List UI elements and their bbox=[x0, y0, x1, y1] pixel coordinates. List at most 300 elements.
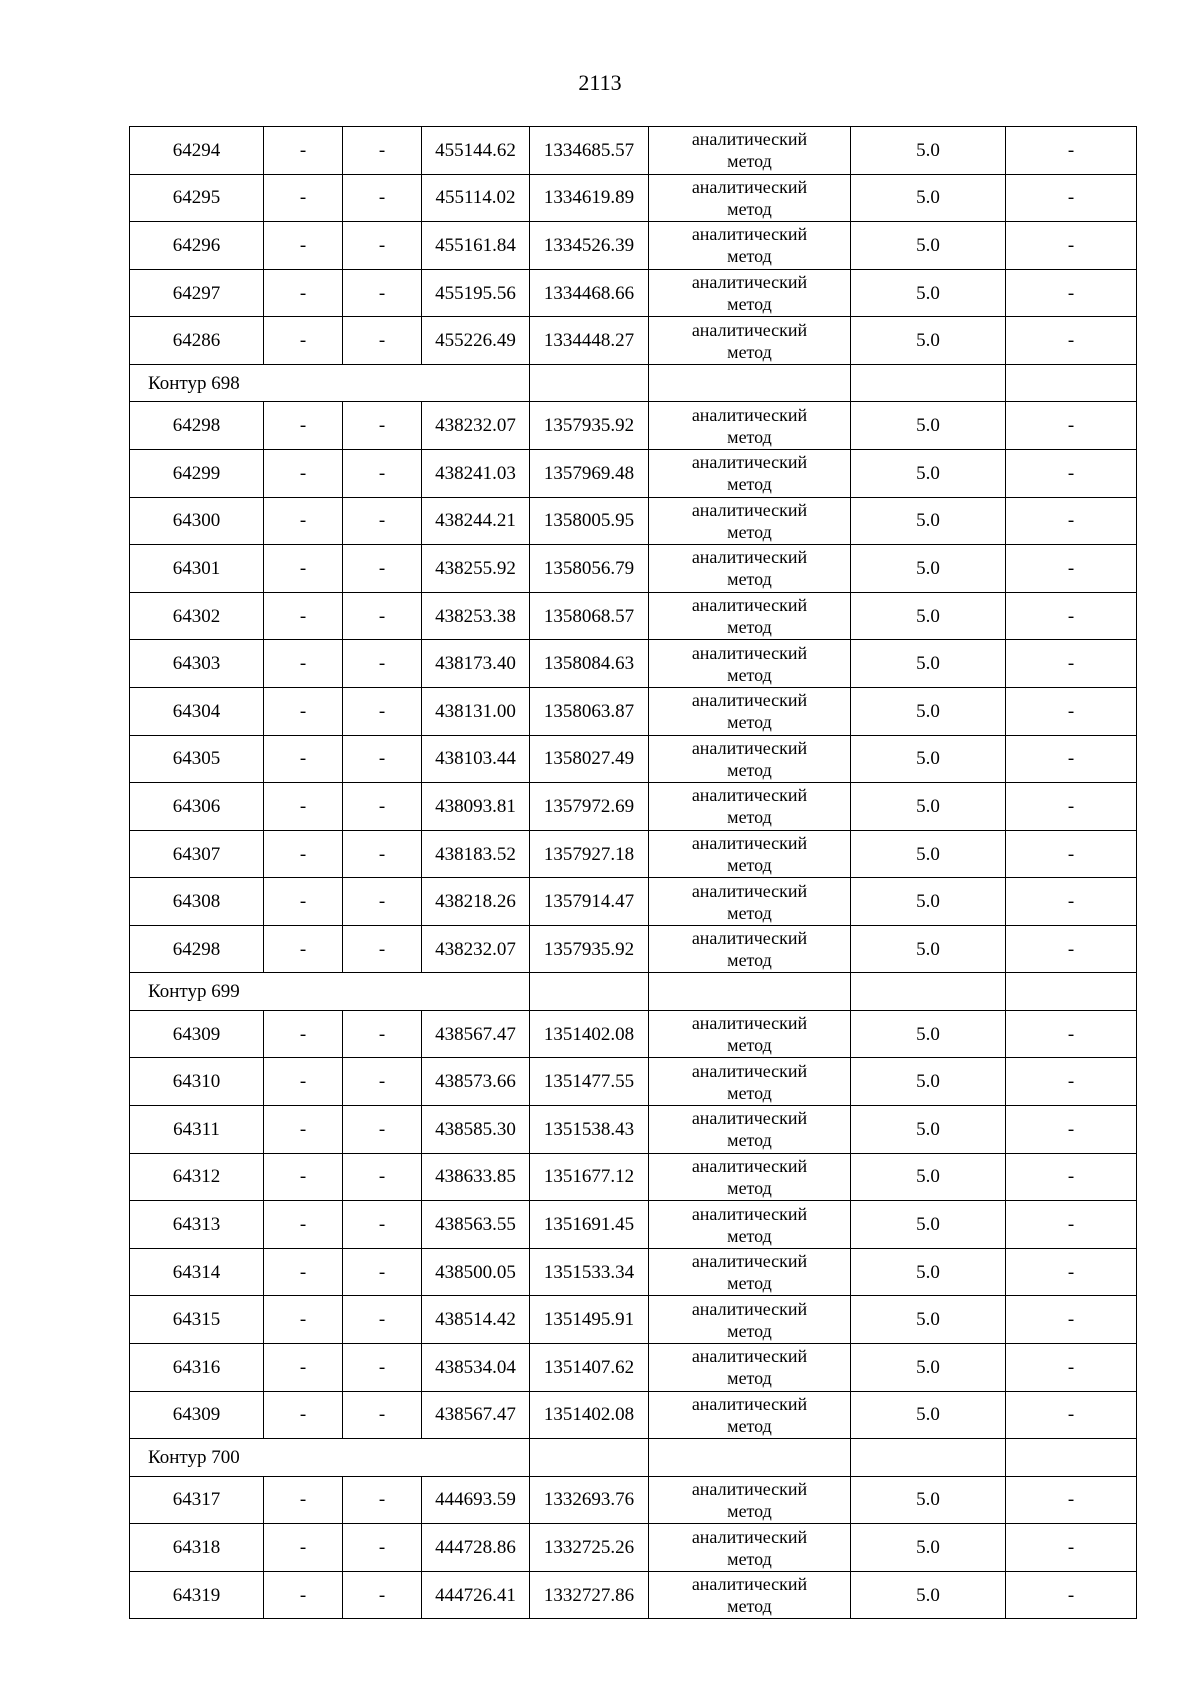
table-row bbox=[130, 1201, 1137, 1249]
empty-cell bbox=[649, 973, 851, 1010]
dash-cell: - bbox=[1006, 1201, 1137, 1249]
method-line-2: метод bbox=[727, 151, 772, 172]
method-line-2: метод bbox=[727, 617, 772, 638]
y-coordinate-cell: 1351402.08 bbox=[530, 1010, 649, 1058]
y-coordinate-cell: 1357972.69 bbox=[530, 783, 649, 831]
method-text bbox=[692, 546, 807, 590]
x-coordinate-cell: 455226.49 bbox=[422, 317, 530, 365]
method-cell bbox=[649, 269, 851, 317]
dash-cell: - bbox=[264, 402, 343, 450]
accuracy-cell: 5.0 bbox=[851, 735, 1006, 783]
accuracy-cell: 5.0 bbox=[851, 402, 1006, 450]
point-number-cell: 64299 bbox=[130, 449, 264, 497]
table-row bbox=[130, 402, 1137, 450]
table-row bbox=[130, 1106, 1137, 1154]
method-line-1: аналитический bbox=[691, 1346, 808, 1367]
point-number-cell: 64305 bbox=[130, 735, 264, 783]
point-number-cell: 64297 bbox=[130, 269, 264, 317]
dash-cell: - bbox=[343, 269, 422, 317]
method-text bbox=[692, 1012, 807, 1056]
point-number-cell: 64296 bbox=[130, 222, 264, 270]
dash-cell: - bbox=[264, 925, 343, 973]
x-coordinate-cell: 438093.81 bbox=[422, 783, 530, 831]
method-cell bbox=[649, 222, 851, 270]
empty-cell bbox=[851, 364, 1006, 401]
accuracy-cell: 5.0 bbox=[851, 830, 1006, 878]
table-row bbox=[130, 735, 1137, 783]
x-coordinate-cell: 438567.47 bbox=[422, 1391, 530, 1439]
table-row bbox=[130, 1248, 1137, 1296]
point-number-cell: 64309 bbox=[130, 1391, 264, 1439]
dash-cell: - bbox=[264, 783, 343, 831]
point-number-cell: 64311 bbox=[130, 1106, 264, 1154]
contour-header-row bbox=[130, 973, 1137, 1010]
empty-cell bbox=[1006, 364, 1137, 401]
accuracy-cell: 5.0 bbox=[851, 545, 1006, 593]
dash-cell: - bbox=[343, 830, 422, 878]
empty-cell bbox=[649, 1439, 851, 1476]
accuracy-cell: 5.0 bbox=[851, 1524, 1006, 1572]
accuracy-cell: 5.0 bbox=[851, 1153, 1006, 1201]
table-row bbox=[130, 1524, 1137, 1572]
table-row bbox=[130, 1153, 1137, 1201]
accuracy-cell: 5.0 bbox=[851, 1010, 1006, 1058]
dash-cell: - bbox=[1006, 1524, 1137, 1572]
method-text bbox=[692, 880, 807, 924]
method-text bbox=[692, 271, 807, 315]
x-coordinate-cell: 438241.03 bbox=[422, 449, 530, 497]
method-line-1: аналитический bbox=[691, 737, 808, 758]
contour-label: Контур 698 bbox=[130, 364, 422, 401]
method-text bbox=[692, 404, 807, 448]
method-cell bbox=[649, 1344, 851, 1392]
method-line-2: метод bbox=[727, 1415, 772, 1436]
method-line-2: метод bbox=[727, 950, 772, 971]
point-number-cell: 64310 bbox=[130, 1058, 264, 1106]
method-line-1: аналитический bbox=[691, 404, 808, 425]
accuracy-cell: 5.0 bbox=[851, 1571, 1006, 1619]
method-cell bbox=[649, 735, 851, 783]
dash-cell: - bbox=[1006, 222, 1137, 270]
table-row bbox=[130, 317, 1137, 365]
dash-cell: - bbox=[264, 735, 343, 783]
method-text bbox=[692, 927, 807, 971]
point-number-cell: 64303 bbox=[130, 640, 264, 688]
empty-cell bbox=[1006, 1439, 1137, 1476]
method-text bbox=[692, 642, 807, 686]
point-number-cell: 64317 bbox=[130, 1476, 264, 1524]
method-text bbox=[692, 832, 807, 876]
x-coordinate-cell: 455114.02 bbox=[422, 174, 530, 222]
method-text bbox=[692, 1393, 807, 1437]
empty-cell bbox=[422, 1439, 530, 1476]
y-coordinate-cell: 1351533.34 bbox=[530, 1248, 649, 1296]
method-cell bbox=[649, 545, 851, 593]
method-text bbox=[692, 1298, 807, 1342]
y-coordinate-cell: 1334468.66 bbox=[530, 269, 649, 317]
dash-cell: - bbox=[1006, 640, 1137, 688]
empty-cell bbox=[422, 364, 530, 401]
accuracy-cell: 5.0 bbox=[851, 687, 1006, 735]
dash-cell: - bbox=[1006, 830, 1137, 878]
table-row bbox=[130, 449, 1137, 497]
table-row bbox=[130, 640, 1137, 688]
y-coordinate-cell: 1358084.63 bbox=[530, 640, 649, 688]
dash-cell: - bbox=[343, 1106, 422, 1154]
y-coordinate-cell: 1334448.27 bbox=[530, 317, 649, 365]
dash-cell: - bbox=[264, 1524, 343, 1572]
method-cell bbox=[649, 1476, 851, 1524]
table-row bbox=[130, 783, 1137, 831]
y-coordinate-cell: 1351495.91 bbox=[530, 1296, 649, 1344]
method-line-2: метод bbox=[727, 1035, 772, 1056]
table-row bbox=[130, 545, 1137, 593]
x-coordinate-cell: 438232.07 bbox=[422, 402, 530, 450]
dash-cell: - bbox=[1006, 687, 1137, 735]
table-row bbox=[130, 592, 1137, 640]
method-line-2: метод bbox=[727, 1368, 772, 1389]
y-coordinate-cell: 1334526.39 bbox=[530, 222, 649, 270]
dash-cell: - bbox=[343, 127, 422, 175]
dash-cell: - bbox=[343, 1058, 422, 1106]
dash-cell: - bbox=[343, 1248, 422, 1296]
table-row bbox=[130, 127, 1137, 175]
method-line-1: аналитический bbox=[691, 690, 808, 711]
method-text bbox=[692, 784, 807, 828]
table-row bbox=[130, 687, 1137, 735]
method-cell bbox=[649, 1391, 851, 1439]
x-coordinate-cell: 444693.59 bbox=[422, 1476, 530, 1524]
dash-cell: - bbox=[343, 1296, 422, 1344]
accuracy-cell: 5.0 bbox=[851, 640, 1006, 688]
dash-cell: - bbox=[343, 878, 422, 926]
point-number-cell: 64301 bbox=[130, 545, 264, 593]
dash-cell: - bbox=[1006, 545, 1137, 593]
x-coordinate-cell: 455144.62 bbox=[422, 127, 530, 175]
empty-cell bbox=[530, 1439, 649, 1476]
dash-cell: - bbox=[264, 1106, 343, 1154]
dash-cell: - bbox=[1006, 449, 1137, 497]
method-line-1: аналитический bbox=[691, 785, 808, 806]
method-cell bbox=[649, 497, 851, 545]
table-row bbox=[130, 269, 1137, 317]
x-coordinate-cell: 438500.05 bbox=[422, 1248, 530, 1296]
accuracy-cell: 5.0 bbox=[851, 1058, 1006, 1106]
dash-cell: - bbox=[343, 687, 422, 735]
x-coordinate-cell: 455161.84 bbox=[422, 222, 530, 270]
empty-cell bbox=[851, 973, 1006, 1010]
dash-cell: - bbox=[264, 317, 343, 365]
method-line-1: аналитический bbox=[691, 129, 808, 150]
x-coordinate-cell: 438131.00 bbox=[422, 687, 530, 735]
method-text bbox=[692, 594, 807, 638]
dash-cell: - bbox=[343, 449, 422, 497]
dash-cell: - bbox=[343, 1153, 422, 1201]
x-coordinate-cell: 438563.55 bbox=[422, 1201, 530, 1249]
dash-cell: - bbox=[343, 592, 422, 640]
method-cell bbox=[649, 1296, 851, 1344]
dash-cell: - bbox=[264, 1391, 343, 1439]
dash-cell: - bbox=[264, 1153, 343, 1201]
accuracy-cell: 5.0 bbox=[851, 1344, 1006, 1392]
y-coordinate-cell: 1351407.62 bbox=[530, 1344, 649, 1392]
point-number-cell: 64294 bbox=[130, 127, 264, 175]
dash-cell: - bbox=[264, 1201, 343, 1249]
dash-cell: - bbox=[343, 545, 422, 593]
method-line-2: метод bbox=[727, 712, 772, 733]
table-body bbox=[130, 127, 1137, 1619]
accuracy-cell: 5.0 bbox=[851, 1476, 1006, 1524]
accuracy-cell: 5.0 bbox=[851, 174, 1006, 222]
method-line-2: метод bbox=[727, 1225, 772, 1246]
dash-cell: - bbox=[1006, 1153, 1137, 1201]
method-line-2: метод bbox=[727, 341, 772, 362]
x-coordinate-cell: 455195.56 bbox=[422, 269, 530, 317]
dash-cell: - bbox=[1006, 497, 1137, 545]
dash-cell: - bbox=[1006, 269, 1137, 317]
coordinates-table bbox=[129, 126, 1137, 1619]
x-coordinate-cell: 438633.85 bbox=[422, 1153, 530, 1201]
method-cell bbox=[649, 687, 851, 735]
dash-cell: - bbox=[343, 1010, 422, 1058]
method-cell bbox=[649, 1010, 851, 1058]
point-number-cell: 64316 bbox=[130, 1344, 264, 1392]
dash-cell: - bbox=[264, 1476, 343, 1524]
method-line-2: метод bbox=[727, 1273, 772, 1294]
method-line-1: аналитический bbox=[691, 319, 808, 340]
method-line-1: аналитический bbox=[691, 1393, 808, 1414]
method-line-2: метод bbox=[727, 1596, 772, 1617]
method-cell bbox=[649, 317, 851, 365]
contour-header-row bbox=[130, 1439, 1137, 1476]
dash-cell: - bbox=[1006, 1010, 1137, 1058]
method-line-2: метод bbox=[727, 664, 772, 685]
dash-cell: - bbox=[1006, 1344, 1137, 1392]
dash-cell: - bbox=[264, 830, 343, 878]
x-coordinate-cell: 438567.47 bbox=[422, 1010, 530, 1058]
method-line-1: аналитический bbox=[691, 1251, 808, 1272]
point-number-cell: 64286 bbox=[130, 317, 264, 365]
y-coordinate-cell: 1357969.48 bbox=[530, 449, 649, 497]
dash-cell: - bbox=[1006, 878, 1137, 926]
x-coordinate-cell: 438534.04 bbox=[422, 1344, 530, 1392]
dash-cell: - bbox=[1006, 127, 1137, 175]
point-number-cell: 64298 bbox=[130, 402, 264, 450]
method-cell bbox=[649, 1106, 851, 1154]
table-row bbox=[130, 1571, 1137, 1619]
method-text bbox=[692, 499, 807, 543]
x-coordinate-cell: 438244.21 bbox=[422, 497, 530, 545]
table-row bbox=[130, 1010, 1137, 1058]
method-line-1: аналитический bbox=[691, 1203, 808, 1224]
empty-cell bbox=[649, 364, 851, 401]
accuracy-cell: 5.0 bbox=[851, 1248, 1006, 1296]
y-coordinate-cell: 1351538.43 bbox=[530, 1106, 649, 1154]
method-cell bbox=[649, 830, 851, 878]
table-row bbox=[130, 1476, 1137, 1524]
y-coordinate-cell: 1351402.08 bbox=[530, 1391, 649, 1439]
method-line-2: метод bbox=[727, 521, 772, 542]
y-coordinate-cell: 1358068.57 bbox=[530, 592, 649, 640]
method-line-2: метод bbox=[727, 759, 772, 780]
dash-cell: - bbox=[343, 174, 422, 222]
method-text bbox=[692, 176, 807, 220]
x-coordinate-cell: 438255.92 bbox=[422, 545, 530, 593]
dash-cell: - bbox=[264, 592, 343, 640]
dash-cell: - bbox=[1006, 1571, 1137, 1619]
point-number-cell: 64306 bbox=[130, 783, 264, 831]
method-cell bbox=[649, 1248, 851, 1296]
accuracy-cell: 5.0 bbox=[851, 592, 1006, 640]
x-coordinate-cell: 444728.86 bbox=[422, 1524, 530, 1572]
dash-cell: - bbox=[1006, 1248, 1137, 1296]
table-row bbox=[130, 830, 1137, 878]
method-cell bbox=[649, 1524, 851, 1572]
method-line-1: аналитический bbox=[691, 833, 808, 853]
method-cell bbox=[649, 640, 851, 688]
dash-cell: - bbox=[1006, 735, 1137, 783]
y-coordinate-cell: 1332727.86 bbox=[530, 1571, 649, 1619]
method-line-1: аналитический bbox=[691, 1060, 808, 1081]
y-coordinate-cell: 1351677.12 bbox=[530, 1153, 649, 1201]
point-number-cell: 64309 bbox=[130, 1010, 264, 1058]
dash-cell: - bbox=[343, 1571, 422, 1619]
dash-cell: - bbox=[1006, 1476, 1137, 1524]
method-text bbox=[692, 223, 807, 267]
point-number-cell: 64295 bbox=[130, 174, 264, 222]
point-number-cell: 64312 bbox=[130, 1153, 264, 1201]
point-number-cell: 64302 bbox=[130, 592, 264, 640]
dash-cell: - bbox=[343, 1524, 422, 1572]
y-coordinate-cell: 1332725.26 bbox=[530, 1524, 649, 1572]
method-line-1: аналитический bbox=[691, 176, 808, 197]
point-number-cell: 64308 bbox=[130, 878, 264, 926]
method-text bbox=[692, 1060, 807, 1104]
method-line-2: метод bbox=[727, 294, 772, 315]
dash-cell: - bbox=[1006, 1058, 1137, 1106]
method-cell bbox=[649, 402, 851, 450]
dash-cell: - bbox=[264, 1010, 343, 1058]
method-text bbox=[692, 1250, 807, 1294]
y-coordinate-cell: 1332693.76 bbox=[530, 1476, 649, 1524]
point-number-cell: 64298 bbox=[130, 925, 264, 973]
contour-label: Контур 700 bbox=[130, 1439, 422, 1476]
y-coordinate-cell: 1357935.92 bbox=[530, 402, 649, 450]
point-number-cell: 64315 bbox=[130, 1296, 264, 1344]
point-number-cell: 64307 bbox=[130, 830, 264, 878]
dash-cell: - bbox=[343, 783, 422, 831]
page-number: 2113 bbox=[578, 70, 622, 95]
point-number-cell: 64318 bbox=[130, 1524, 264, 1572]
dash-cell: - bbox=[1006, 174, 1137, 222]
method-cell bbox=[649, 783, 851, 831]
table-row bbox=[130, 222, 1137, 270]
accuracy-cell: 5.0 bbox=[851, 925, 1006, 973]
dash-cell: - bbox=[264, 174, 343, 222]
method-line-2: метод bbox=[727, 1130, 772, 1151]
method-cell bbox=[649, 592, 851, 640]
accuracy-cell: 5.0 bbox=[851, 317, 1006, 365]
accuracy-cell: 5.0 bbox=[851, 269, 1006, 317]
point-number-cell: 64300 bbox=[130, 497, 264, 545]
y-coordinate-cell: 1334619.89 bbox=[530, 174, 649, 222]
accuracy-cell: 5.0 bbox=[851, 222, 1006, 270]
accuracy-cell: 5.0 bbox=[851, 1296, 1006, 1344]
dash-cell: - bbox=[1006, 592, 1137, 640]
accuracy-cell: 5.0 bbox=[851, 1201, 1006, 1249]
accuracy-cell: 5.0 bbox=[851, 127, 1006, 175]
method-line-1: аналитический bbox=[691, 1108, 808, 1129]
dash-cell: - bbox=[343, 402, 422, 450]
method-line-2: метод bbox=[727, 902, 772, 923]
table-row bbox=[130, 174, 1137, 222]
method-line-1: аналитический bbox=[691, 499, 808, 520]
dash-cell: - bbox=[1006, 1391, 1137, 1439]
method-line-2: метод bbox=[727, 1082, 772, 1103]
x-coordinate-cell: 438573.66 bbox=[422, 1058, 530, 1106]
method-line-1: аналитический bbox=[691, 1298, 808, 1319]
dash-cell: - bbox=[1006, 925, 1137, 973]
y-coordinate-cell: 1357927.18 bbox=[530, 830, 649, 878]
y-coordinate-cell: 1358063.87 bbox=[530, 687, 649, 735]
method-text bbox=[692, 737, 807, 781]
method-text bbox=[692, 1203, 807, 1247]
method-line-2: метод bbox=[727, 474, 772, 495]
x-coordinate-cell: 444726.41 bbox=[422, 1571, 530, 1619]
dash-cell: - bbox=[1006, 783, 1137, 831]
method-cell bbox=[649, 878, 851, 926]
x-coordinate-cell: 438514.42 bbox=[422, 1296, 530, 1344]
method-text bbox=[692, 1478, 807, 1522]
method-text bbox=[692, 1155, 807, 1199]
dash-cell: - bbox=[264, 497, 343, 545]
x-coordinate-cell: 438173.40 bbox=[422, 640, 530, 688]
x-coordinate-cell: 438585.30 bbox=[422, 1106, 530, 1154]
method-line-2: метод bbox=[727, 569, 772, 590]
empty-cell bbox=[530, 364, 649, 401]
method-line-1: аналитический bbox=[691, 1013, 808, 1034]
point-number-cell: 64319 bbox=[130, 1571, 264, 1619]
dash-cell: - bbox=[264, 222, 343, 270]
dash-cell: - bbox=[264, 1571, 343, 1619]
method-line-2: метод bbox=[727, 807, 772, 828]
method-text bbox=[692, 689, 807, 733]
table-row bbox=[130, 878, 1137, 926]
method-line-1: аналитический bbox=[691, 272, 808, 293]
method-cell bbox=[649, 1058, 851, 1106]
point-number-cell: 64304 bbox=[130, 687, 264, 735]
method-line-1: аналитический bbox=[691, 224, 808, 245]
method-line-1: аналитический bbox=[691, 642, 808, 663]
method-line-2: метод bbox=[727, 1500, 772, 1521]
table-row bbox=[130, 1296, 1137, 1344]
accuracy-cell: 5.0 bbox=[851, 1106, 1006, 1154]
method-cell bbox=[649, 1153, 851, 1201]
dash-cell: - bbox=[264, 640, 343, 688]
method-line-1: аналитический bbox=[691, 1526, 808, 1547]
dash-cell: - bbox=[264, 1344, 343, 1392]
method-text bbox=[692, 1573, 807, 1617]
accuracy-cell: 5.0 bbox=[851, 783, 1006, 831]
dash-cell: - bbox=[343, 222, 422, 270]
method-line-1: аналитический bbox=[691, 1478, 808, 1499]
method-cell bbox=[649, 925, 851, 973]
method-line-2: метод bbox=[727, 1548, 772, 1569]
y-coordinate-cell: 1358027.49 bbox=[530, 735, 649, 783]
dash-cell: - bbox=[264, 127, 343, 175]
point-number-cell: 64313 bbox=[130, 1201, 264, 1249]
dash-cell: - bbox=[343, 925, 422, 973]
